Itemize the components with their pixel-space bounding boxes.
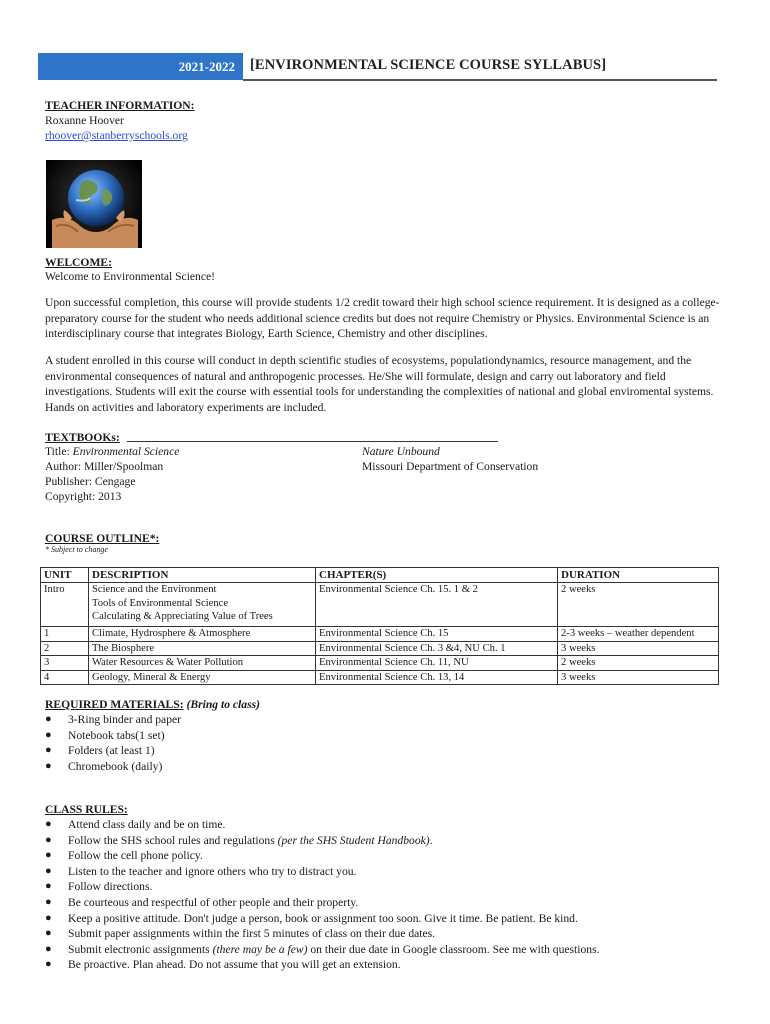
duration-cell: 2-3 weeks – weather dependent — [558, 627, 719, 642]
textbooks-heading: TEXTBOOKs: — [45, 431, 120, 444]
duration-cell: 2 weeks — [558, 656, 719, 671]
rule-italic: (per the SHS Student Handbook) — [277, 833, 430, 847]
textbook-publisher: Publisher: Cengage — [45, 475, 136, 488]
textbook-copyright: Copyright: 2013 — [45, 490, 122, 503]
rule-text: Follow directions. — [68, 880, 153, 894]
class-rules-list — [45, 817, 600, 973]
chapters-cell: Environmental Science Ch. 15 — [316, 627, 558, 642]
list-item — [45, 817, 600, 833]
header-rule — [243, 79, 717, 81]
rule-text: Follow the SHS school rules and regulations — [68, 833, 278, 847]
table-row — [41, 670, 719, 685]
unit-cell: 2 — [41, 641, 89, 656]
description-cell: Water Resources & Water Pollution — [89, 656, 316, 671]
list-item: ● Notebook tabs(1 set) — [45, 728, 181, 744]
list-item — [45, 911, 600, 927]
description-cell — [89, 583, 316, 627]
rule-text: Submit paper assignments within the first 5 minutes of class on their due dates. — [68, 927, 436, 941]
rule-text: Attend class daily and be on time. — [68, 818, 226, 831]
col-header-description: DESCRIPTION — [89, 568, 316, 583]
list-item — [45, 864, 600, 880]
rule-text: Be proactive. Plan ahead. Do not assume that you will get an extension. — [68, 958, 401, 972]
unit-cell: 3 — [41, 656, 89, 671]
list-item — [45, 895, 600, 911]
list-item — [45, 848, 600, 864]
class-rules-heading: CLASS RULES: — [45, 803, 128, 816]
list-item — [45, 926, 600, 942]
outline-note: * Subject to change — [45, 545, 108, 554]
welcome-paragraph-1: Upon successful completion, this course will provide students 1/2 credit toward their high school science requirement. It is designed as a college-preparatory course for the student who needs additional science credits but does not require Chemistry or Physics. Environmental Science is an interdisciplinary course that integrates Biology, Earth Science, Chemistry and other disciplines. — [45, 296, 720, 340]
materials-heading — [45, 697, 260, 712]
rule-text: Be courteous and respectful of other people and their property. — [68, 895, 359, 909]
rule-text: Keep a positive attitude. Don't judge a person, book or assignment too soon. Give it time. Be patient. Be kind. — [68, 911, 578, 925]
table-row — [41, 583, 719, 627]
rule-text: Follow the cell phone policy. — [68, 849, 203, 863]
table-header-row — [41, 568, 719, 583]
materials-list — [45, 712, 181, 774]
list-item — [45, 942, 600, 958]
unit-cell: Intro — [41, 583, 89, 627]
table-row — [41, 656, 719, 671]
list-item — [45, 879, 600, 895]
chapters-cell: Environmental Science Ch. 11, NU — [316, 656, 558, 671]
table-row — [41, 627, 719, 642]
col-header-unit: UNIT — [41, 568, 89, 583]
col-header-chapters: CHAPTER(S) — [316, 568, 558, 583]
unit-cell: 1 — [41, 627, 89, 642]
textbook-author: Author: Miller/Spoolman — [45, 460, 164, 473]
earth-in-hands-image — [46, 160, 142, 248]
description-line: Calculating & Appreciating Value of Trees — [92, 611, 273, 622]
chapters-cell: Environmental Science Ch. 13, 14 — [316, 670, 558, 685]
course-outline-heading: COURSE OUTLINE*: — [45, 532, 160, 545]
description-cell: Geology, Mineral & Energy — [89, 670, 316, 685]
teacher-name: Roxanne Hoover — [45, 114, 124, 127]
table-row — [41, 641, 719, 656]
course-outline-table — [40, 567, 719, 685]
list-item — [45, 833, 600, 849]
list-item: ● Folders (at least 1) — [45, 743, 181, 759]
textbook-title — [45, 444, 179, 459]
second-textbook-author: Missouri Department of Conservation — [362, 460, 539, 473]
welcome-paragraph-2: A student enrolled in this course will conduct in depth scientific studies of ecosystems, populationdynamics, resource management, and the environmental consequences of natural and anthropogenic processes. He/She will formulate, design and carry out laboratory and field investigations. Students will exit the course with essential tools for understanding the complexities of national and global enviromental systems. Hands on activities and laboratory experiments are included. — [45, 354, 714, 414]
description-cell: The Biosphere — [89, 641, 316, 656]
teacher-email-link[interactable]: rhoover@stanberryschools.org — [45, 129, 188, 142]
rule-after: on their due date in Google classroom. See me with questions. — [307, 942, 600, 956]
rule-italic: (there may be a few) — [212, 942, 308, 956]
document-header — [38, 53, 717, 81]
duration-cell: 3 weeks — [558, 641, 719, 656]
duration-cell: 3 weeks — [558, 670, 719, 685]
list-item: ● Chromebook (daily) — [45, 759, 181, 775]
list-item — [45, 957, 600, 973]
unit-cell: 4 — [41, 670, 89, 685]
materials-heading-label: REQUIRED MATERIALS: — [45, 698, 184, 711]
chapters-cell: Environmental Science Ch. 15. 1 & 2 — [316, 583, 558, 627]
rule-after: . — [429, 833, 433, 847]
rule-text: Listen to the teacher and ignore others who try to distract you. — [68, 864, 357, 878]
school-year-badge: 2021-2022 — [38, 53, 243, 80]
rule-text: Submit electronic assignments — [68, 942, 213, 956]
chapters-cell: Environmental Science Ch. 3 &4, NU Ch. 1 — [316, 641, 558, 656]
col-header-duration: DURATION — [558, 568, 719, 583]
textbook-title-value: Environmental Science — [72, 445, 180, 458]
teacher-info-heading: TEACHER INFORMATION: — [45, 99, 195, 112]
second-textbook-title: Nature Unbound — [362, 445, 440, 458]
textbooks-rule — [127, 441, 498, 442]
list-item: ● 3-Ring binder and paper — [45, 712, 181, 728]
materials-note: (Bring to class) — [186, 698, 260, 711]
welcome-heading: WELCOME: — [45, 256, 112, 269]
textbook-title-prefix: Title: — [45, 445, 73, 458]
description-cell: Climate, Hydrosphere & Atmosphere — [89, 627, 316, 642]
duration-cell: 2 weeks — [558, 583, 719, 627]
welcome-line: Welcome to Environmental Science! — [45, 270, 216, 283]
description-line: Tools of Environmental Science — [92, 597, 229, 609]
document-title: [ENVIRONMENTAL SCIENCE COURSE SYLLABUS] — [250, 57, 607, 73]
description-line: Science and the Environment — [92, 584, 217, 595]
